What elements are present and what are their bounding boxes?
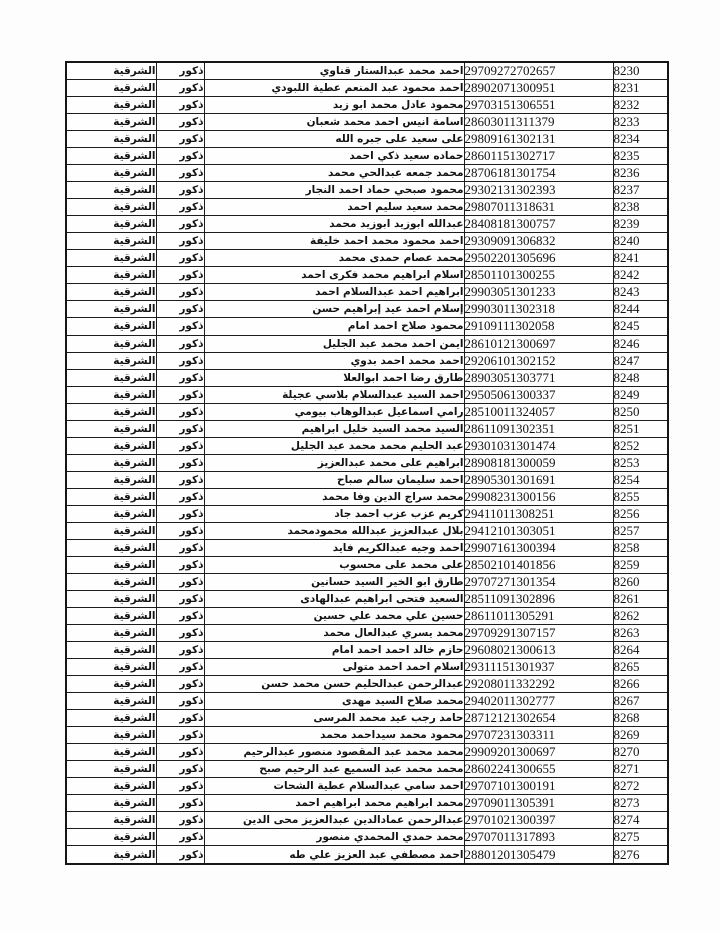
cell-gender: ذكور xyxy=(156,710,204,727)
cell-gender: ذكور xyxy=(156,182,204,199)
cell-national-id: 29608021300613 xyxy=(464,642,613,659)
cell-national-id: 28502101401856 xyxy=(464,556,613,573)
cell-full-name: محمود محمد سيداحمد محمد xyxy=(204,727,464,744)
table-row xyxy=(66,97,668,114)
cell-governorate: الشرقية xyxy=(66,352,156,369)
cell-national-id: 29309091306832 xyxy=(464,233,613,250)
cell-serial-number: 8243 xyxy=(613,284,668,301)
cell-serial-number: 8246 xyxy=(613,335,668,352)
cell-gender: ذكور xyxy=(156,778,204,795)
cell-gender: ذكور xyxy=(156,556,204,573)
cell-national-id: 29707231303311 xyxy=(464,727,613,744)
cell-full-name: طارق رضا احمد ابوالعلا xyxy=(204,369,464,386)
table-row xyxy=(66,744,668,761)
cell-governorate: الشرقية xyxy=(66,471,156,488)
cell-full-name: احمد سامي عبدالسلام عطية الشحات xyxy=(204,778,464,795)
cell-gender: ذكور xyxy=(156,403,204,420)
cell-gender: ذكور xyxy=(156,386,204,403)
cell-gender: ذكور xyxy=(156,471,204,488)
cell-serial-number: 8249 xyxy=(613,386,668,403)
cell-governorate: الشرقية xyxy=(66,97,156,114)
cell-governorate: الشرقية xyxy=(66,335,156,352)
cell-full-name: حماده سعيد ذكي احمد xyxy=(204,148,464,165)
table-row xyxy=(66,778,668,795)
table-row xyxy=(66,267,668,284)
table-row xyxy=(66,369,668,386)
cell-serial-number: 8275 xyxy=(613,829,668,846)
cell-national-id: 29707011317893 xyxy=(464,829,613,846)
cell-national-id: 29505061300337 xyxy=(464,386,613,403)
cell-governorate: الشرقية xyxy=(66,267,156,284)
cell-gender: ذكور xyxy=(156,539,204,556)
table-row xyxy=(66,846,668,864)
cell-national-id: 29502201305696 xyxy=(464,250,613,267)
cell-gender: ذكور xyxy=(156,522,204,539)
cell-serial-number: 8242 xyxy=(613,267,668,284)
cell-full-name: محمد محمد عبد السميع عبد الرحيم صبح xyxy=(204,761,464,778)
cell-governorate: الشرقية xyxy=(66,778,156,795)
cell-serial-number: 8237 xyxy=(613,182,668,199)
cell-serial-number: 8270 xyxy=(613,744,668,761)
cell-full-name: ايمن احمد محمد عبد الجليل xyxy=(204,335,464,352)
cell-full-name: اسلام ابراهيم محمد فكرى احمد xyxy=(204,267,464,284)
cell-gender: ذكور xyxy=(156,812,204,829)
cell-governorate: الشرقية xyxy=(66,301,156,318)
cell-full-name: احمد محمود عبد المنعم عطية اللبودي xyxy=(204,80,464,97)
cell-governorate: الشرقية xyxy=(66,505,156,522)
cell-national-id: 29709011305391 xyxy=(464,795,613,812)
cell-governorate: الشرقية xyxy=(66,250,156,267)
cell-national-id: 29206101302152 xyxy=(464,352,613,369)
cell-serial-number: 8238 xyxy=(613,199,668,216)
cell-gender: ذكور xyxy=(156,642,204,659)
cell-governorate: الشرقية xyxy=(66,114,156,131)
table-row xyxy=(66,590,668,607)
cell-governorate: الشرقية xyxy=(66,437,156,454)
cell-full-name: على سعيد على جبره الله xyxy=(204,131,464,148)
cell-full-name: حازم خالد احمد احمد امام xyxy=(204,642,464,659)
cell-national-id: 28510011324057 xyxy=(464,403,613,420)
cell-governorate: الشرقية xyxy=(66,148,156,165)
cell-gender: ذكور xyxy=(156,608,204,625)
cell-full-name: محمد سراج الدين وفا محمد xyxy=(204,488,464,505)
cell-governorate: الشرقية xyxy=(66,710,156,727)
cell-full-name: محمود صبحي حماد احمد النجار xyxy=(204,182,464,199)
cell-national-id: 28706181301754 xyxy=(464,165,613,182)
table-row xyxy=(66,727,668,744)
cell-gender: ذكور xyxy=(156,625,204,642)
table-row xyxy=(66,301,668,318)
cell-gender: ذكور xyxy=(156,420,204,437)
cell-gender: ذكور xyxy=(156,62,204,80)
cell-full-name: اسلام احمد احمد متولى xyxy=(204,659,464,676)
cell-full-name: احمد محمد عبدالستار قناوي xyxy=(204,62,464,80)
cell-national-id: 29707101300191 xyxy=(464,778,613,795)
cell-serial-number: 8258 xyxy=(613,539,668,556)
cell-serial-number: 8241 xyxy=(613,250,668,267)
cell-full-name: محمود صلاح احمد امام xyxy=(204,318,464,335)
table-row xyxy=(66,62,668,80)
table-row xyxy=(66,471,668,488)
table-row xyxy=(66,608,668,625)
cell-serial-number: 8235 xyxy=(613,148,668,165)
cell-national-id: 29707271301354 xyxy=(464,573,613,590)
cell-governorate: الشرقية xyxy=(66,522,156,539)
cell-governorate: الشرقية xyxy=(66,62,156,80)
cell-serial-number: 8240 xyxy=(613,233,668,250)
cell-national-id: 29907161300394 xyxy=(464,539,613,556)
cell-serial-number: 8253 xyxy=(613,454,668,471)
table-row xyxy=(66,352,668,369)
records-table-body xyxy=(66,62,668,864)
table-row xyxy=(66,829,668,846)
cell-national-id: 29208011332292 xyxy=(464,676,613,693)
cell-governorate: الشرقية xyxy=(66,539,156,556)
table-row xyxy=(66,131,668,148)
cell-gender: ذكور xyxy=(156,659,204,676)
cell-serial-number: 8267 xyxy=(613,693,668,710)
cell-national-id: 29411011308251 xyxy=(464,505,613,522)
cell-governorate: الشرقية xyxy=(66,625,156,642)
cell-governorate: الشرقية xyxy=(66,403,156,420)
cell-national-id: 28903051303771 xyxy=(464,369,613,386)
table-row xyxy=(66,403,668,420)
table-row xyxy=(66,233,668,250)
cell-governorate: الشرقية xyxy=(66,608,156,625)
cell-gender: ذكور xyxy=(156,216,204,233)
cell-serial-number: 8236 xyxy=(613,165,668,182)
cell-gender: ذكور xyxy=(156,437,204,454)
cell-governorate: الشرقية xyxy=(66,131,156,148)
cell-governorate: الشرقية xyxy=(66,812,156,829)
cell-serial-number: 8266 xyxy=(613,676,668,693)
cell-governorate: الشرقية xyxy=(66,846,156,864)
cell-full-name: رامي اسماعيل عبدالوهاب بيومي xyxy=(204,403,464,420)
table-row xyxy=(66,761,668,778)
cell-serial-number: 8265 xyxy=(613,659,668,676)
cell-full-name: عبدالرحمن عبدالحليم حسن محمد حسن xyxy=(204,676,464,693)
cell-national-id: 28908181300059 xyxy=(464,454,613,471)
cell-full-name: كريم عزب عزب احمد جاد xyxy=(204,505,464,522)
cell-gender: ذكور xyxy=(156,369,204,386)
cell-gender: ذكور xyxy=(156,590,204,607)
cell-serial-number: 8274 xyxy=(613,812,668,829)
cell-national-id: 29903011302318 xyxy=(464,301,613,318)
cell-full-name: عبدالرحمن عمادالدين عبدالعزيز محى الدين xyxy=(204,812,464,829)
cell-serial-number: 8268 xyxy=(613,710,668,727)
cell-gender: ذكور xyxy=(156,80,204,97)
cell-governorate: الشرقية xyxy=(66,590,156,607)
cell-governorate: الشرقية xyxy=(66,573,156,590)
table-row xyxy=(66,505,668,522)
cell-full-name: على محمد على محسوب xyxy=(204,556,464,573)
cell-full-name: السعيد فتحى ابراهيم عبدالهادى xyxy=(204,590,464,607)
cell-full-name: محمود عادل محمد ابو زيد xyxy=(204,97,464,114)
table-row xyxy=(66,165,668,182)
cell-gender: ذكور xyxy=(156,97,204,114)
cell-gender: ذكور xyxy=(156,335,204,352)
cell-full-name: حسين علي محمد علي حسين xyxy=(204,608,464,625)
cell-full-name: احمد مصطفي عبد العزيز علي طه xyxy=(204,846,464,864)
cell-national-id: 29709272702657 xyxy=(464,62,613,80)
cell-national-id: 28603011311379 xyxy=(464,114,613,131)
cell-national-id: 29809161302131 xyxy=(464,131,613,148)
cell-national-id: 29903051301233 xyxy=(464,284,613,301)
cell-gender: ذكور xyxy=(156,693,204,710)
cell-governorate: الشرقية xyxy=(66,284,156,301)
table-row xyxy=(66,250,668,267)
table-row xyxy=(66,199,668,216)
cell-serial-number: 8233 xyxy=(613,114,668,131)
cell-full-name: محمد حمدي المحمدي منصور xyxy=(204,829,464,846)
cell-serial-number: 8252 xyxy=(613,437,668,454)
cell-gender: ذكور xyxy=(156,267,204,284)
cell-serial-number: 8231 xyxy=(613,80,668,97)
cell-governorate: الشرقية xyxy=(66,233,156,250)
cell-serial-number: 8255 xyxy=(613,488,668,505)
cell-national-id: 28602241300655 xyxy=(464,761,613,778)
cell-serial-number: 8260 xyxy=(613,573,668,590)
cell-full-name: عبد الحليم محمد محمد عبد الجليل xyxy=(204,437,464,454)
cell-gender: ذكور xyxy=(156,250,204,267)
cell-serial-number: 8230 xyxy=(613,62,668,80)
cell-gender: ذكور xyxy=(156,199,204,216)
cell-full-name: محمد سعيد سليم احمد xyxy=(204,199,464,216)
table-row xyxy=(66,454,668,471)
cell-gender: ذكور xyxy=(156,505,204,522)
cell-governorate: الشرقية xyxy=(66,182,156,199)
cell-serial-number: 8256 xyxy=(613,505,668,522)
cell-serial-number: 8247 xyxy=(613,352,668,369)
cell-governorate: الشرقية xyxy=(66,199,156,216)
cell-full-name: محمد جمعه عبدالحي محمد xyxy=(204,165,464,182)
cell-governorate: الشرقية xyxy=(66,318,156,335)
cell-full-name: محمد يسري عبدالعال محمد xyxy=(204,625,464,642)
cell-gender: ذكور xyxy=(156,165,204,182)
cell-governorate: الشرقية xyxy=(66,216,156,233)
cell-national-id: 28601151302717 xyxy=(464,148,613,165)
cell-national-id: 28611091302351 xyxy=(464,420,613,437)
cell-serial-number: 8254 xyxy=(613,471,668,488)
cell-national-id: 28610121300697 xyxy=(464,335,613,352)
cell-national-id: 29109111302058 xyxy=(464,318,613,335)
cell-gender: ذكور xyxy=(156,454,204,471)
cell-serial-number: 8245 xyxy=(613,318,668,335)
table-row xyxy=(66,556,668,573)
table-row xyxy=(66,676,668,693)
table-row xyxy=(66,114,668,131)
cell-serial-number: 8251 xyxy=(613,420,668,437)
cell-serial-number: 8269 xyxy=(613,727,668,744)
cell-full-name: إسلام احمد عيد إبراهيم حسن xyxy=(204,301,464,318)
table-row xyxy=(66,812,668,829)
cell-serial-number: 8263 xyxy=(613,625,668,642)
cell-serial-number: 8250 xyxy=(613,403,668,420)
table-row xyxy=(66,318,668,335)
cell-serial-number: 8272 xyxy=(613,778,668,795)
table-row xyxy=(66,693,668,710)
table-row xyxy=(66,284,668,301)
table-row xyxy=(66,522,668,539)
cell-gender: ذكور xyxy=(156,573,204,590)
cell-governorate: الشرقية xyxy=(66,795,156,812)
cell-national-id: 29701021300397 xyxy=(464,812,613,829)
cell-serial-number: 8271 xyxy=(613,761,668,778)
cell-full-name: محمد عصام حمدى محمد xyxy=(204,250,464,267)
cell-serial-number: 8248 xyxy=(613,369,668,386)
cell-full-name: محمد ابراهيم محمد ابراهيم احمد xyxy=(204,795,464,812)
table-row xyxy=(66,335,668,352)
cell-gender: ذكور xyxy=(156,148,204,165)
cell-gender: ذكور xyxy=(156,761,204,778)
cell-national-id: 29909201300697 xyxy=(464,744,613,761)
cell-full-name: احمد وجيه عبدالكريم فايد xyxy=(204,539,464,556)
cell-full-name: محمد صلاح السيد مهدى xyxy=(204,693,464,710)
cell-full-name: بلال عبدالعزيز عبدالله محمودمحمد xyxy=(204,522,464,539)
cell-serial-number: 8259 xyxy=(613,556,668,573)
table-row xyxy=(66,710,668,727)
cell-governorate: الشرقية xyxy=(66,556,156,573)
cell-governorate: الشرقية xyxy=(66,744,156,761)
table-row xyxy=(66,539,668,556)
cell-national-id: 29302131302393 xyxy=(464,182,613,199)
cell-serial-number: 8257 xyxy=(613,522,668,539)
table-row xyxy=(66,642,668,659)
table-row xyxy=(66,659,668,676)
cell-serial-number: 8262 xyxy=(613,608,668,625)
cell-governorate: الشرقية xyxy=(66,761,156,778)
cell-governorate: الشرقية xyxy=(66,165,156,182)
cell-full-name: اسامة انيس احمد محمد شعبان xyxy=(204,114,464,131)
cell-governorate: الشرقية xyxy=(66,80,156,97)
records-table xyxy=(65,61,669,865)
cell-full-name: احمد السيد عبدالسلام بلاسي عجيلة xyxy=(204,386,464,403)
cell-full-name: ابراهيم احمد عبدالسلام احمد xyxy=(204,284,464,301)
cell-full-name: عبدالله ابوزيد ابوزيد محمد xyxy=(204,216,464,233)
cell-full-name: محمد محمد عبد المقصود منصور عبدالرحيم xyxy=(204,744,464,761)
cell-serial-number: 8261 xyxy=(613,590,668,607)
cell-gender: ذكور xyxy=(156,301,204,318)
cell-full-name: ابراهيم على محمد عبدالعزيز xyxy=(204,454,464,471)
cell-governorate: الشرقية xyxy=(66,727,156,744)
cell-full-name: احمد سليمان سالم صباح xyxy=(204,471,464,488)
cell-national-id: 29703151306551 xyxy=(464,97,613,114)
cell-governorate: الشرقية xyxy=(66,420,156,437)
cell-serial-number: 8239 xyxy=(613,216,668,233)
cell-serial-number: 8276 xyxy=(613,846,668,864)
cell-governorate: الشرقية xyxy=(66,488,156,505)
cell-national-id: 28905301301691 xyxy=(464,471,613,488)
cell-serial-number: 8273 xyxy=(613,795,668,812)
cell-gender: ذكور xyxy=(156,795,204,812)
table-row xyxy=(66,182,668,199)
cell-governorate: الشرقية xyxy=(66,386,156,403)
cell-gender: ذكور xyxy=(156,488,204,505)
cell-national-id: 28801201305479 xyxy=(464,846,613,864)
table-row xyxy=(66,795,668,812)
cell-serial-number: 8234 xyxy=(613,131,668,148)
cell-national-id: 28408181300757 xyxy=(464,216,613,233)
cell-national-id: 29301031301474 xyxy=(464,437,613,454)
cell-governorate: الشرقية xyxy=(66,642,156,659)
cell-serial-number: 8232 xyxy=(613,97,668,114)
cell-serial-number: 8264 xyxy=(613,642,668,659)
cell-governorate: الشرقية xyxy=(66,693,156,710)
table-row xyxy=(66,80,668,97)
cell-gender: ذكور xyxy=(156,352,204,369)
table-row xyxy=(66,148,668,165)
cell-national-id: 29311151301937 xyxy=(464,659,613,676)
cell-gender: ذكور xyxy=(156,676,204,693)
cell-national-id: 29807011318631 xyxy=(464,199,613,216)
cell-national-id: 29709291307157 xyxy=(464,625,613,642)
cell-governorate: الشرقية xyxy=(66,454,156,471)
cell-gender: ذكور xyxy=(156,318,204,335)
cell-governorate: الشرقية xyxy=(66,659,156,676)
cell-full-name: احمد محمد احمد بدوي xyxy=(204,352,464,369)
cell-governorate: الشرقية xyxy=(66,829,156,846)
table-row xyxy=(66,573,668,590)
cell-governorate: الشرقية xyxy=(66,676,156,693)
table-row xyxy=(66,420,668,437)
cell-full-name: حامد رجب عيد محمد المرسى xyxy=(204,710,464,727)
cell-national-id: 29412101303051 xyxy=(464,522,613,539)
cell-national-id: 29908231300156 xyxy=(464,488,613,505)
cell-national-id: 28902071300951 xyxy=(464,80,613,97)
cell-gender: ذكور xyxy=(156,131,204,148)
table-row xyxy=(66,386,668,403)
scanned-roster-sheet xyxy=(65,61,669,865)
cell-gender: ذكور xyxy=(156,727,204,744)
cell-gender: ذكور xyxy=(156,284,204,301)
cell-full-name: طارق ابو الخير السيد حسانين xyxy=(204,573,464,590)
cell-gender: ذكور xyxy=(156,233,204,250)
cell-serial-number: 8244 xyxy=(613,301,668,318)
cell-governorate: الشرقية xyxy=(66,369,156,386)
cell-gender: ذكور xyxy=(156,114,204,131)
table-row xyxy=(66,437,668,454)
cell-national-id: 28501101300255 xyxy=(464,267,613,284)
cell-national-id: 28611011305291 xyxy=(464,608,613,625)
table-row xyxy=(66,488,668,505)
cell-national-id: 28712121302654 xyxy=(464,710,613,727)
cell-gender: ذكور xyxy=(156,846,204,864)
cell-full-name: احمد محمود محمد احمد خليفة xyxy=(204,233,464,250)
cell-full-name: السيد محمد السيد خليل ابراهيم xyxy=(204,420,464,437)
cell-national-id: 29402011302777 xyxy=(464,693,613,710)
table-row xyxy=(66,625,668,642)
cell-national-id: 28511091302896 xyxy=(464,590,613,607)
cell-gender: ذكور xyxy=(156,744,204,761)
cell-gender: ذكور xyxy=(156,829,204,846)
table-row xyxy=(66,216,668,233)
